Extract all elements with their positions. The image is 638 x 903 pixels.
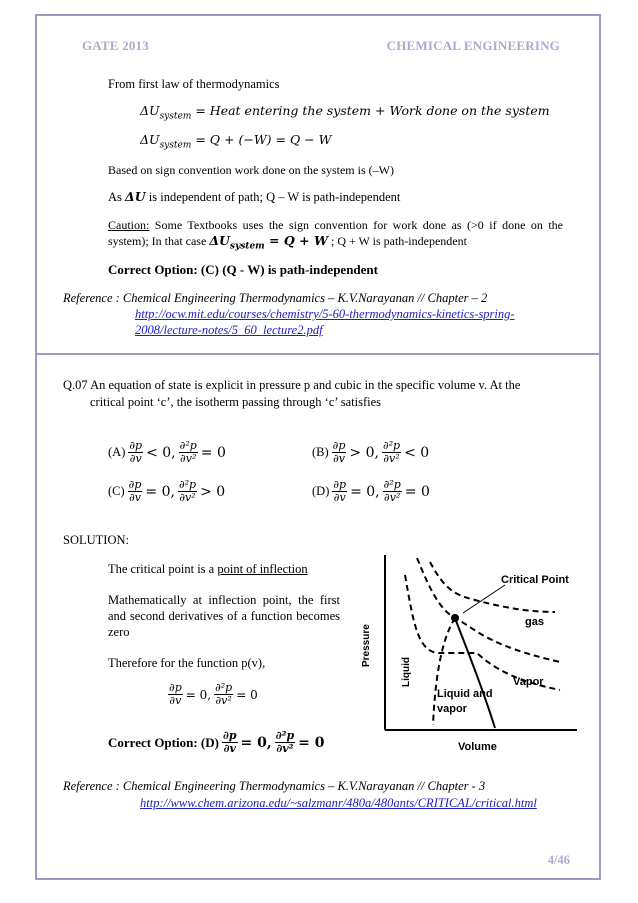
pv-diagram [355,550,585,760]
q6-reference: Reference : Chemical Engineering Thermodynamics – K.V.Narayanan // Chapter – 2 [63,291,488,305]
critical-point-label: Critical Point [501,574,569,586]
upper-isotherm [430,562,555,612]
option-d: (D) $\frac{\partial p}{\partial v}$ = 0, $\frac{\text{∂²p}}{\text{∂v²}}$ = 0 [312,478,430,504]
q7-question-line-2: critical point ‘c’, the isotherm passing through ‘c’ satisfies [90,395,382,409]
gas-label: gas [525,616,544,628]
solution-line-2: Mathematically at inflection point, the first and second derivatives of a function becomes zero [108,593,340,639]
equation-1: $\Delta U_{system}$ = Heat entering the system + Work done on the system [140,103,550,122]
q7-reference: Reference : Chemical Engineering Thermodynamics – K.V.Narayanan // Chapter - 3 [63,779,486,793]
pressure-label: Pressure [361,624,372,667]
option-a: (A) $\frac{\partial p}{\partial v}$ < 0, $\frac{\text{∂²p}}{\text{∂v²}}$ = 0 [108,439,226,465]
equation-2: $\Delta U_{system} = Q + (-W) = Q - W$ [140,132,332,151]
liquid-vapor-label-2: vapor [437,703,467,715]
intro-text: From first law of thermodynamics [108,77,280,91]
solution-line-1: The critical point is a point of inflection [108,562,308,576]
q6-reference-link-1[interactable]: http://ocw.mit.edu/courses/chemistry/5-60-thermodynamics-kinetics-spring- [135,307,515,321]
q7-correct-option: Correct Option: (D) $\frac{\partial p}{\partial v}$ = 0, $\frac{\text{∂²p}}{\text{∂v²}}$ = 0 [108,729,325,755]
q7-reference-link[interactable]: http://www.chem.arizona.edu/~salzmanr/480a/480ants/CRITICAL/critical.html [140,796,537,810]
path-text: As ΔU is independent of path; Q – W is path-independent [108,189,401,204]
liquid-vapor-label-1: Liquid and [437,688,493,700]
lower-isotherm [405,575,560,690]
solution-label: SOLUTION: [63,533,129,547]
header-exam: GATE 2013 [82,38,149,53]
liquid-label: Liquid [401,657,412,687]
q6-reference-link-2[interactable]: 2008/lecture-notes/5_60_lecture2.pdf [135,323,323,337]
page-number: 4/46 [547,853,570,867]
solution-equation: $\frac{\partial p}{\partial v}$ = 0, $\frac{\text{∂²p}}{\text{∂v²}}$ = 0 [169,681,258,707]
caution-text: Caution: Some Textbooks uses the sign convention for work done as (>0 if done on the system); In that case $\Delta U_{system} = Q + W$ ; Q + W is path-independent [108,218,563,252]
solution-line-3: Therefore for the function p(v), [108,656,266,670]
header-subject: CHEMICAL ENGINEERING [386,38,560,53]
q6-correct-option: Correct Option: (C) (Q - W) is path-independent [108,262,378,277]
option-b: (B) $\frac{\partial p}{\partial v}$ > 0, $\frac{\text{∂²p}}{\text{∂v²}}$ < 0 [312,439,430,465]
q7-question-line-1: Q.07 An equation of state is explicit in pressure p and cubic in the specific volume v. At the [63,378,521,392]
volume-label: Volume [458,741,497,753]
sign-convention-text: Based on sign convention work done on the system is (–W) [108,163,394,177]
critical-point-marker [451,614,459,622]
section-divider [35,353,601,355]
option-c: (C) $\frac{\partial p}{\partial v}$ = 0, $\frac{\text{∂²p}}{\text{∂v²}}$ > 0 [108,478,226,504]
vapor-label: Vapor [513,676,544,688]
